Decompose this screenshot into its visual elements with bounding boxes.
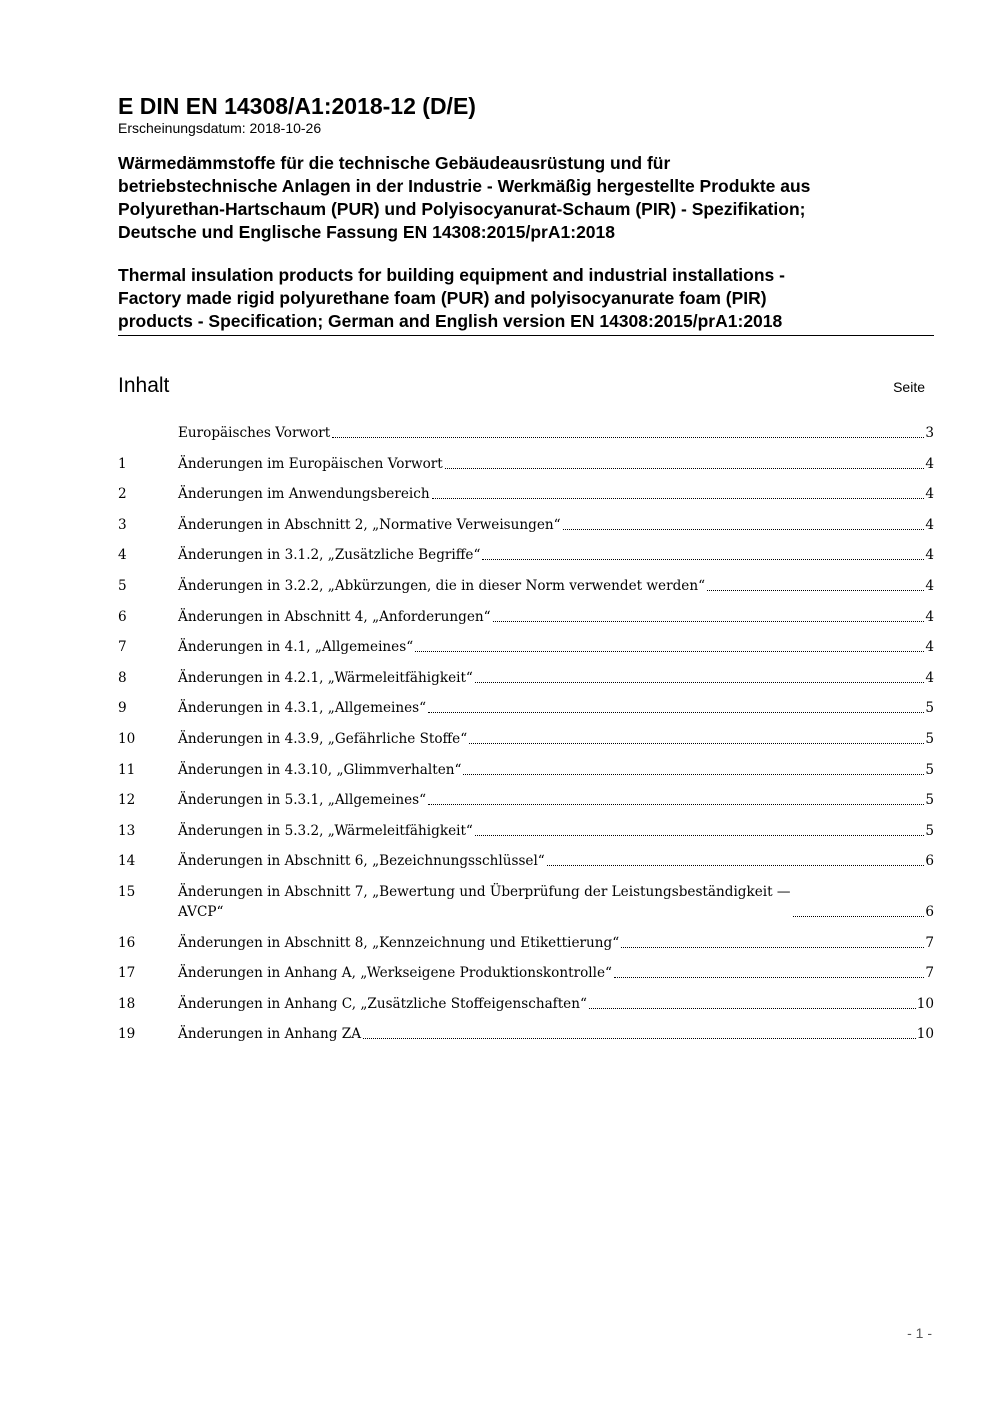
toc-leader-dots: [707, 590, 924, 591]
toc-entry-label: Änderungen in Abschnitt 2, „Normative Verweisungen“: [178, 516, 561, 533]
toc-entry[interactable]: [118, 545, 934, 565]
toc-leader-dots: [563, 529, 925, 530]
toc-entry[interactable]: [118, 576, 934, 596]
toc-entry-number: 3: [118, 516, 127, 533]
toc-entry-page: 4: [925, 639, 934, 656]
toc-entry-page: 4: [925, 577, 934, 594]
toc-entry[interactable]: [118, 668, 934, 688]
toc-entry-label: Änderungen im Europäischen Vorwort: [178, 455, 443, 472]
toc-header: [118, 373, 934, 403]
toc-entry-page: 3: [925, 425, 934, 441]
toc-entry-number: 18: [118, 995, 136, 1012]
toc-entry-page: 4: [925, 547, 934, 564]
toc-entry-page: 7: [925, 965, 934, 982]
document-title-english: Thermal insulation products for building equipment and industrial installations - Factory made rigid polyurethane foam (PUR) and polyisocyanurate foam (PIR) products - Specification; German and English version EN 14308:2015/prA1:2018: [118, 264, 934, 336]
toc-entry-number: 13: [118, 822, 136, 839]
toc-entry-page: 10: [916, 1026, 934, 1043]
toc-entry-page: 4: [925, 455, 934, 472]
toc-leader-dots: [475, 835, 924, 836]
toc-entry-page: 5: [925, 792, 934, 809]
toc-leader-dots: [793, 916, 925, 917]
toc-entry[interactable]: [118, 637, 934, 657]
toc-leader-dots: [363, 1038, 916, 1039]
toc-entry-number: 5: [118, 577, 127, 594]
toc-leader-dots: [432, 498, 925, 499]
toc-leader-dots: [614, 977, 924, 978]
toc-entry[interactable]: [118, 484, 934, 504]
toc-entry-label: Änderungen in 4.3.9, „Gefährliche Stoffe“: [178, 730, 468, 747]
toc-entry-number: 10: [118, 730, 136, 747]
toc-entry[interactable]: [118, 933, 934, 953]
page-number: - 1 -: [907, 1325, 932, 1341]
toc-entry-label: Änderungen in Abschnitt 7, „Bewertung und Überprüfung der Leistungsbeständigkeit — AVCP“: [178, 883, 791, 920]
toc-leader-dots: [428, 804, 924, 805]
toc-entry-page: 5: [925, 822, 934, 839]
toc-entry-page: 4: [925, 608, 934, 625]
toc-entry-label: Änderungen im Anwendungsbereich: [178, 486, 430, 503]
toc-entry-number: 11: [118, 761, 136, 778]
toc-entry-number: 1: [118, 455, 127, 472]
toc-entry-page: 7: [925, 934, 934, 951]
toc-entry[interactable]: [118, 963, 934, 983]
toc-leader-dots: [482, 559, 924, 560]
toc-entry-page: 6: [925, 903, 934, 920]
toc-entry-number: 12: [118, 792, 136, 809]
toc-entry-label: Änderungen in 3.1.2, „Zusätzliche Begriffe“: [178, 547, 481, 564]
toc-entry[interactable]: [118, 821, 934, 841]
toc-entry[interactable]: [118, 760, 934, 780]
toc-entry[interactable]: [118, 515, 934, 535]
toc-entry-number: 8: [118, 669, 127, 686]
toc-entry-label: Änderungen in 5.3.2, „Wärmeleitfähigkeit“: [178, 822, 473, 839]
toc-entry[interactable]: [118, 729, 934, 749]
toc-leader-dots: [621, 947, 924, 948]
toc-entry-number: 4: [118, 547, 127, 564]
publication-date: Erscheinungsdatum: 2018-10-26: [118, 120, 322, 136]
toc-entry-number: 2: [118, 486, 127, 503]
document-number: E DIN EN 14308/A1:2018-12 (D/E): [118, 93, 476, 119]
toc-entry-label: Änderungen in 4.1, „Allgemeines“: [178, 639, 414, 656]
toc-entry-number: 17: [118, 965, 136, 982]
toc-entry-number: 6: [118, 608, 127, 625]
toc-entry[interactable]: [118, 790, 934, 810]
toc-entry-label: Änderungen in Anhang A, „Werkseigene Produktionskontrolle“: [178, 965, 612, 982]
toc-page-column-label: Seite: [893, 379, 925, 395]
toc-entry[interactable]: [118, 607, 934, 627]
toc-entry-label: Änderungen in Abschnitt 4, „Anforderungen“: [178, 608, 491, 625]
toc-entry[interactable]: [118, 1024, 934, 1044]
toc-entry-label: Änderungen in Abschnitt 8, „Kennzeichnung und Etikettierung“: [178, 934, 620, 951]
toc-entry-page: 4: [925, 516, 934, 533]
toc-leader-dots: [469, 743, 924, 744]
toc-entry-page: 10: [916, 995, 934, 1012]
toc-entry-label: Änderungen in Anhang C, „Zusätzliche Stoffeigenschaften“: [178, 995, 587, 1012]
toc-entry-number: 19: [118, 1026, 136, 1043]
toc-entry-label: Änderungen in Abschnitt 6, „Bezeichnungsschlüssel“: [178, 853, 545, 870]
toc-entry[interactable]: [118, 851, 934, 871]
document-title-german: Wärmedämmstoffe für die technische Gebäudeausrüstung und für betriebstechnische Anlagen in der Industrie - Werkmäßig hergestellte Produkte aus Polyurethan-Hartschaum (PUR) und Polyisocyanurat-Schaum (PIR) - Spezifikation; Deutsche und Englische Fassung EN 14308:2015/prA1:2018: [118, 153, 811, 242]
toc-entry-page: 5: [925, 761, 934, 778]
toc-entry[interactable]: [118, 698, 934, 718]
toc-leader-dots: [475, 682, 924, 683]
toc-entry-label: Änderungen in 3.2.2, „Abkürzungen, die in dieser Norm verwendet werden“: [178, 577, 706, 594]
toc-entry-number: 7: [118, 639, 127, 656]
toc-leader-dots: [428, 712, 924, 713]
toc-entry-label: Änderungen in 4.2.1, „Wärmeleitfähigkeit“: [178, 669, 473, 686]
toc-entry[interactable]: [118, 423, 934, 443]
toc-entry-page: 6: [925, 853, 934, 870]
toc-entry-number: 15: [118, 883, 136, 900]
toc-leader-dots: [493, 621, 925, 622]
toc-entry-label: Europäisches Vorwort: [178, 425, 331, 441]
toc-entry-number: 16: [118, 934, 136, 951]
toc-entry-number: 14: [118, 853, 136, 870]
toc-entry-label: Änderungen in 4.3.1, „Allgemeines“: [178, 700, 427, 717]
table-of-contents: [118, 423, 934, 1044]
toc-entry[interactable]: [118, 882, 934, 922]
toc-entry-label: Änderungen in 5.3.1, „Allgemeines“: [178, 792, 427, 809]
toc-entry[interactable]: [118, 994, 934, 1014]
toc-heading: Inhalt: [118, 374, 170, 397]
toc-entry-page: 5: [925, 700, 934, 717]
toc-entry-label: Änderungen in Anhang ZA: [178, 1026, 362, 1043]
toc-entry-page: 5: [925, 730, 934, 747]
toc-entry[interactable]: [118, 454, 934, 474]
toc-leader-dots: [589, 1008, 916, 1009]
toc-leader-dots: [445, 468, 925, 469]
document-page: [118, 92, 934, 1055]
toc-leader-dots: [463, 774, 924, 775]
toc-entry-label: Änderungen in 4.3.10, „Glimmverhalten“: [178, 761, 462, 778]
toc-leader-dots: [547, 865, 925, 866]
toc-entry-page: 4: [925, 486, 934, 503]
toc-entry-page: 4: [925, 669, 934, 686]
toc-leader-dots: [415, 651, 924, 652]
toc-leader-dots: [332, 437, 924, 438]
toc-entry-number: 9: [118, 700, 127, 717]
